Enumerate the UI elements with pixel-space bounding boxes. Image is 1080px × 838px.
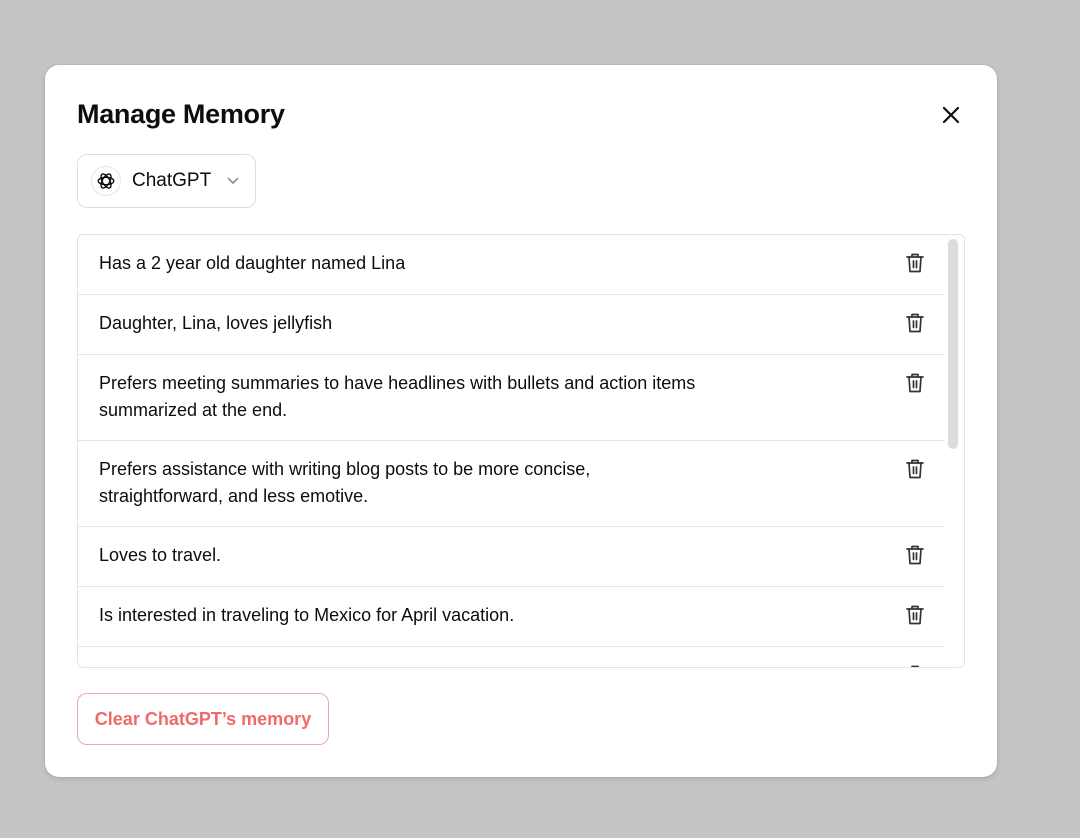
delete-memory-button[interactable] xyxy=(904,372,926,394)
memory-item xyxy=(78,295,944,355)
trash-icon xyxy=(905,664,925,668)
delete-memory-button[interactable] xyxy=(904,312,926,334)
trash-icon xyxy=(905,458,925,480)
gpt-selector-label: ChatGPT xyxy=(132,170,212,191)
memory-item xyxy=(78,355,944,441)
trash-icon xyxy=(905,544,925,566)
memory-list xyxy=(77,234,965,668)
manage-memory-dialog xyxy=(45,65,997,777)
memory-item xyxy=(78,587,944,647)
memory-text: Is interested in traveling to Mexico for April vacation. xyxy=(99,605,515,625)
memory-text: Daughter, Lina, loves jellyfish xyxy=(99,313,333,333)
memory-text: Prefers meeting summaries to have headlines with bullets and action items summarized at the end. xyxy=(99,373,696,420)
memory-text: Loves to travel. xyxy=(99,545,222,565)
clear-memory-button[interactable]: Clear ChatGPT’s memory xyxy=(77,693,329,745)
memory-text: Has a 2 year old daughter named Lina xyxy=(99,253,406,273)
memory-text: Prefers assistance with writing blog posts to be more concise, straightforward, and less emotive. xyxy=(99,459,591,506)
memory-item xyxy=(78,527,944,587)
delete-memory-button[interactable] xyxy=(904,252,926,274)
memory-item-partial xyxy=(78,647,944,668)
trash-icon xyxy=(905,252,925,274)
memory-item xyxy=(78,235,944,295)
gpt-avatar xyxy=(91,166,121,196)
dialog-title: Manage Memory xyxy=(77,99,285,129)
openai-logo-icon xyxy=(95,170,117,192)
gpt-selector-dropdown[interactable] xyxy=(77,154,256,208)
delete-memory-button[interactable] xyxy=(904,664,926,668)
chevron-down-icon xyxy=(227,177,239,185)
trash-icon xyxy=(905,604,925,626)
trash-icon xyxy=(905,312,925,334)
memory-item xyxy=(78,441,944,527)
trash-icon xyxy=(905,372,925,394)
delete-memory-button[interactable] xyxy=(904,458,926,480)
scrollbar-thumb[interactable] xyxy=(948,239,958,449)
memory-list-content xyxy=(78,235,944,668)
delete-memory-button[interactable] xyxy=(904,544,926,566)
close-icon xyxy=(941,105,961,125)
close-button[interactable] xyxy=(937,101,965,129)
delete-memory-button[interactable] xyxy=(904,604,926,626)
